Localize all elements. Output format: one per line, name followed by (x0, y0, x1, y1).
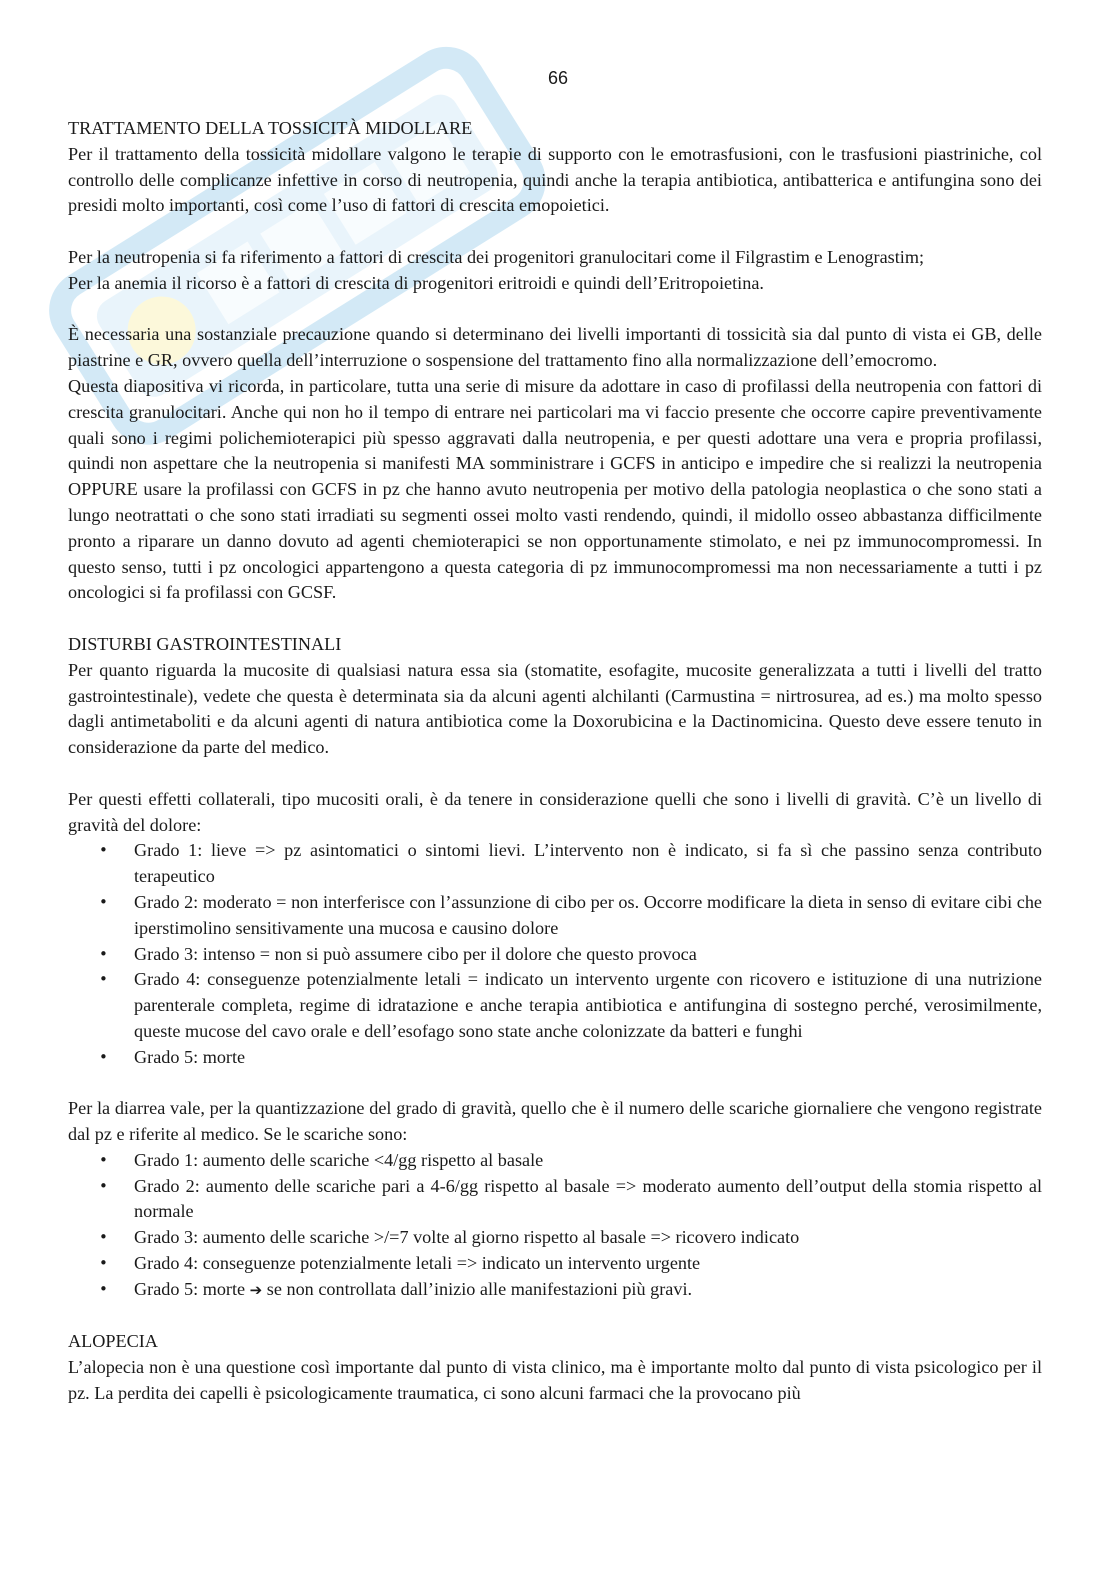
list-item: • Grado 1: lieve => pz asintomatici o sintomi lievi. L’intervento non è indicato, si fa sì che passino senza contributo terapeutico (99, 840, 1042, 887)
paragraph: Questa diapositiva vi ricorda, in particolare, tutta una serie di misure da adottare in caso di profilassi della neutropenia con fattori di crescita granulocitari. Anche qui non ho il tempo di entrare nei particolari ma vi faccio presente che occorre capire preventivamente quali sono i regimi polichemioterapici più spesso aggravati dalla neutropenia, e per questi adottare una vera e propria profilassi, quindi non aspettare che la neutropenia si manifesti MA somministrare i GCFS in anticipo e impedire che si realizzi la neutropenia OPPURE usare la profilassi con GCFS in pz che hanno avuto neutropenia per motivo della patologia neoplastica o che sono stati a lungo neotrattati o che sono stati irradiati su segmenti ossei molto vasti rendendo, quindi, il midollo osseo abbastanza difficilmente pronto a riparare un danno dovuto ad agenti chemioterapici se non opportunamente stimolato, e nei pz immunocompromessi. In questo senso, tutti i pz oncologici appartengono a questa categoria di pz immunocompromessi ma non necessariamente a tutti i pz oncologici si fa profilassi con GCSF. (68, 375, 1042, 603)
mucosite-grade-list (68, 838, 1042, 1070)
bullet-icon: • (99, 970, 108, 989)
arrow-right-icon: ➔ (249, 1280, 263, 1299)
section-title-alopecia: ALOPECIA (68, 1331, 158, 1352)
list-item: • Grado 5: morte ➔ se non controllata dall’inizio alle manifestazioni più gravi. (68, 1277, 1042, 1304)
bullet-icon: • (99, 1279, 108, 1298)
list-item: • Grado 4: conseguenze potenzialmente letali => indicato un intervento urgente (68, 1251, 1042, 1277)
paragraph: L’alopecia non è una questione così importante dal punto di vista clinico, ma è importante molto dal punto di vista psicologico per il pz. La perdita dei capelli è psicologicamente traumatica, ci sono alcuni farmaci che la provocano più (68, 1357, 1042, 1404)
list-item: • Grado 5: morte (68, 1045, 1042, 1071)
bullet-icon: • (99, 1228, 108, 1247)
paragraph: Per la neutropenia si fa riferimento a fattori di crescita dei progenitori granulocitari come il Filgrastim e Lenograstim; (68, 246, 925, 267)
bullet-icon: • (99, 841, 108, 860)
list-item: • Grado 3: aumento delle scariche >/=7 volte al giorno rispetto al basale => ricovero indicato (68, 1225, 1042, 1251)
bullet-icon: • (99, 944, 108, 963)
list-item: • Grado 3: intenso = non si può assumere cibo per il dolore che questo provoca (68, 942, 1042, 968)
bullet-icon: • (99, 1047, 108, 1066)
list-item: • Grado 4: conseguenze potenzialmente letali = indicato un intervento urgente con ricovero e istituzione di una nutrizione parenterale completa, regime di idratazione e anche terapia antibiotica e antifungina di sostegno perché, verosimilmente, queste mucose del cavo orale e dell’esofago sono state anche colonizzate da batteri e funghi (99, 969, 1042, 1041)
bullet-icon: • (99, 1150, 108, 1169)
paragraph: Per questi effetti collaterali, tipo mucositi orali, è da tenere in considerazione quelli che sono i livelli di gravità. C’è un livello di gravità del dolore: (68, 788, 1042, 835)
bullet-icon: • (99, 1254, 108, 1273)
document-body (68, 116, 1042, 1407)
list-item: • Grado 1: aumento delle scariche <4/gg rispetto al basale (68, 1148, 1042, 1174)
bullet-icon: • (99, 1176, 108, 1195)
list-item: • Grado 2: aumento delle scariche pari a 4-6/gg rispetto al basale => moderato aumento dell’output della stomia rispetto al normale (99, 1175, 1042, 1222)
paragraph: Per la anemia il ricorso è a fattori di crescita di progenitori eritroidi e quindi dell’Eritropoietina. (68, 272, 764, 293)
section-title-midollare: TRATTAMENTO DELLA TOSSICITÀ MIDOLLARE (68, 118, 473, 138)
diarrea-grade-list (68, 1148, 1042, 1304)
page-number: 66 (547, 68, 569, 88)
paragraph: Per il trattamento della tossicità midollare valgono le terapie di supporto con le emotrasfusioni, con le trasfusioni piastriniche, col controllo delle complicanze infettive in corso di neutropenia, quindi anche la terapia antibiotica, antibatterica e antifungina sono dei presidi molto importanti, così come l’uso di fattori di crescita emopoietici. (68, 143, 1042, 216)
paragraph: Per la diarrea vale, per la quantizzazione del grado di gravità, quello che è il numero delle scariche giornaliere che vengono registrate dal pz e riferite al medico. Se le scariche sono: (68, 1098, 1042, 1145)
list-item: • Grado 2: moderato = non interferisce con l’assunzione di cibo per os. Occorre modificare la dieta in senso di evitare cibi che iperstimolino sensitivamente una mucosa e causino dolore (99, 891, 1042, 938)
section-title-gastro: DISTURBI GASTROINTESTINALI (68, 633, 342, 654)
paragraph: Per quanto riguarda la mucosite di qualsiasi natura essa sia (stomatite, esofagite, mucosite generalizzata a tutti i livelli del tratto gastrointestinale), vedete che questa è determinata sia da alcuni agenti alchilanti (Carmustina = nirtrosurea, ad es.) ma molto spesso dagli antimetaboliti e da alcuni agenti di natura antibiotica come la Doxorubicina e la Dactinomicina. Questo deve essere tenuto in considerazione da parte del medico. (68, 659, 1042, 758)
paragraph: È necessaria una sostanziale precauzione quando si determinano dei livelli importanti di tossicità sia dal punto di vista ei GB, delle piastrine e GR, ovvero quella dell’interruzione o sospensione del trattamento fino alla normalizzazione dell’emocromo. (68, 324, 1042, 371)
bullet-icon: • (99, 892, 108, 911)
